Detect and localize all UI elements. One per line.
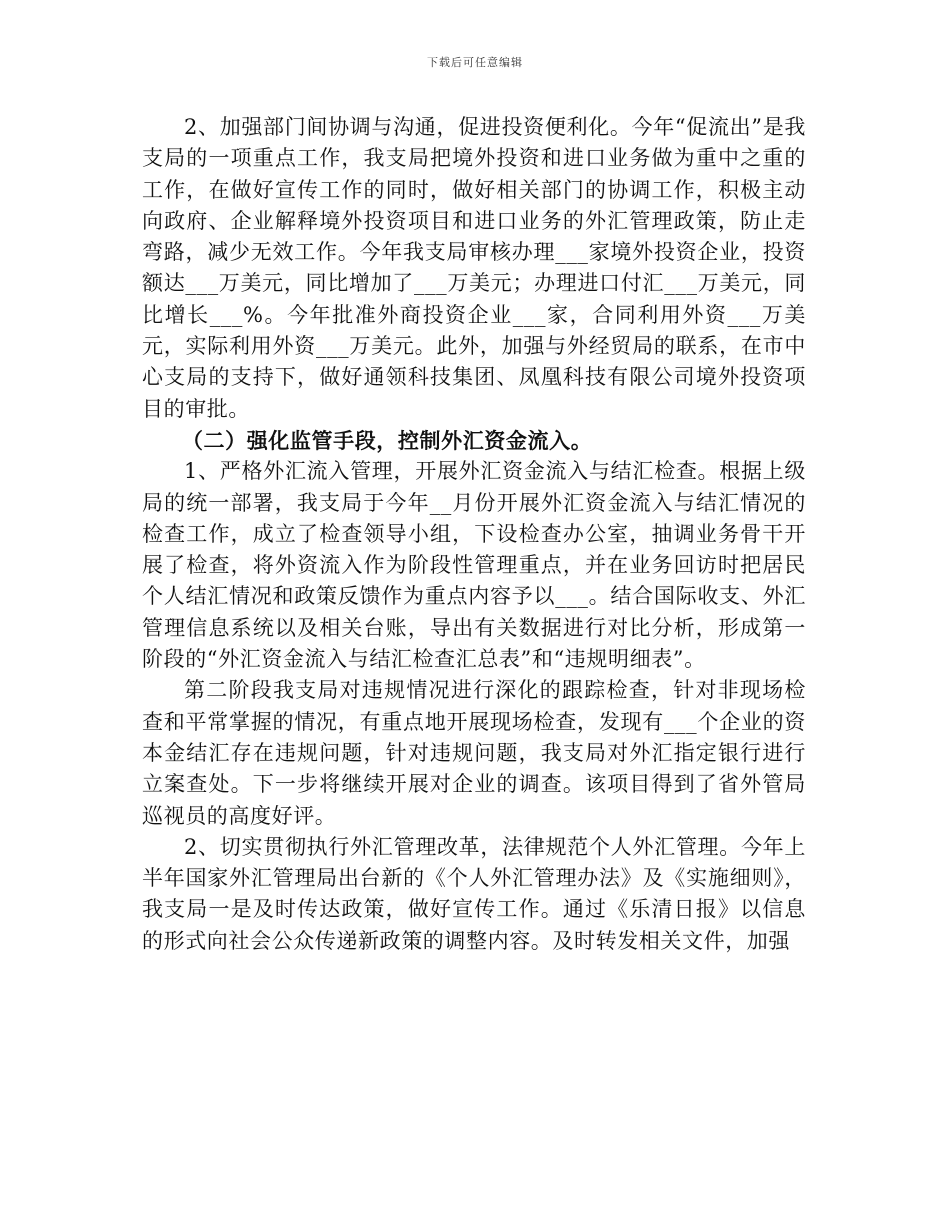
paragraph-investment-facilitation: 2、加强部门间协调与沟通，促进投资便利化。今年“促流出”是我支局的一项重点工作，我支局把境外投资和进口业务做为重中之重的工作，在做好宣传工作的同时，做好相关部门的协调工作，积极主动向政府、企业解释境外投资项目和进口业务的外汇管理政策，防止走弯路，减少无效工作。今年我支局审核办理___家境外投资企业，投资额达___万美元，同比增加了___万美元；办理进口付汇___万美元，同比增长___%。今年批准外商投资企业___家，合同利用外资___万美元，实际利用外资___万美元。此外，加强与外经贸局的联系，在市中心支局的支持下，做好通领科技集团、凤凰科技有限公司境外投资项目的审批。	[142, 115, 806, 421]
paragraph-personal-forex-reform: 2、切实贯彻执行外汇管理改革，法律规范个人外汇管理。今年上半年国家外汇管理局出台新的《个人外汇管理办法》及《实施细则》，我支局一是及时传达政策，做好宣传工作。通过《乐清日报》以信息的形式向社会公众传递新政策的调整内容。及时转发相关文件，加强	[142, 834, 806, 953]
section-heading-supervision: （二）强化监管手段，控制外汇资金流入。	[181, 427, 593, 453]
paragraph-second-stage: 第二阶段我支局对违规情况进行深化的跟踪检查，针对非现场检查和平常掌握的情况，有重点地开展现场检查，发现有___个企业的资本金结汇存在违规问题，针对违规问题，我支局对外汇指定银行进行立案查处。下一步将继续开展对企业的调查。该项目得到了省外管局巡视员的高度好评。	[142, 678, 806, 828]
paragraph-inflow-inspection: 1、严格外汇流入管理，开展外汇资金流入与结汇检查。根据上级局的统一部署，我支局于今年__月份开展外汇资金流入与结汇情况的检查工作，成立了检查领导小组，下设检查办公室，抽调业务骨干开展了检查，将外资流入作为阶段性管理重点，并在业务回访时把居民个人结汇情况和政策反馈作为重点内容予以___。结合国际收支、外汇管理信息系统以及相关台账，导出有关数据进行对比分析，形成第一阶段的“外汇资金流入与结汇检查汇总表”和“违规明细表”。	[142, 459, 806, 672]
document-body	[142, 112, 806, 957]
page-header: 下载后可任意编辑	[427, 56, 523, 69]
